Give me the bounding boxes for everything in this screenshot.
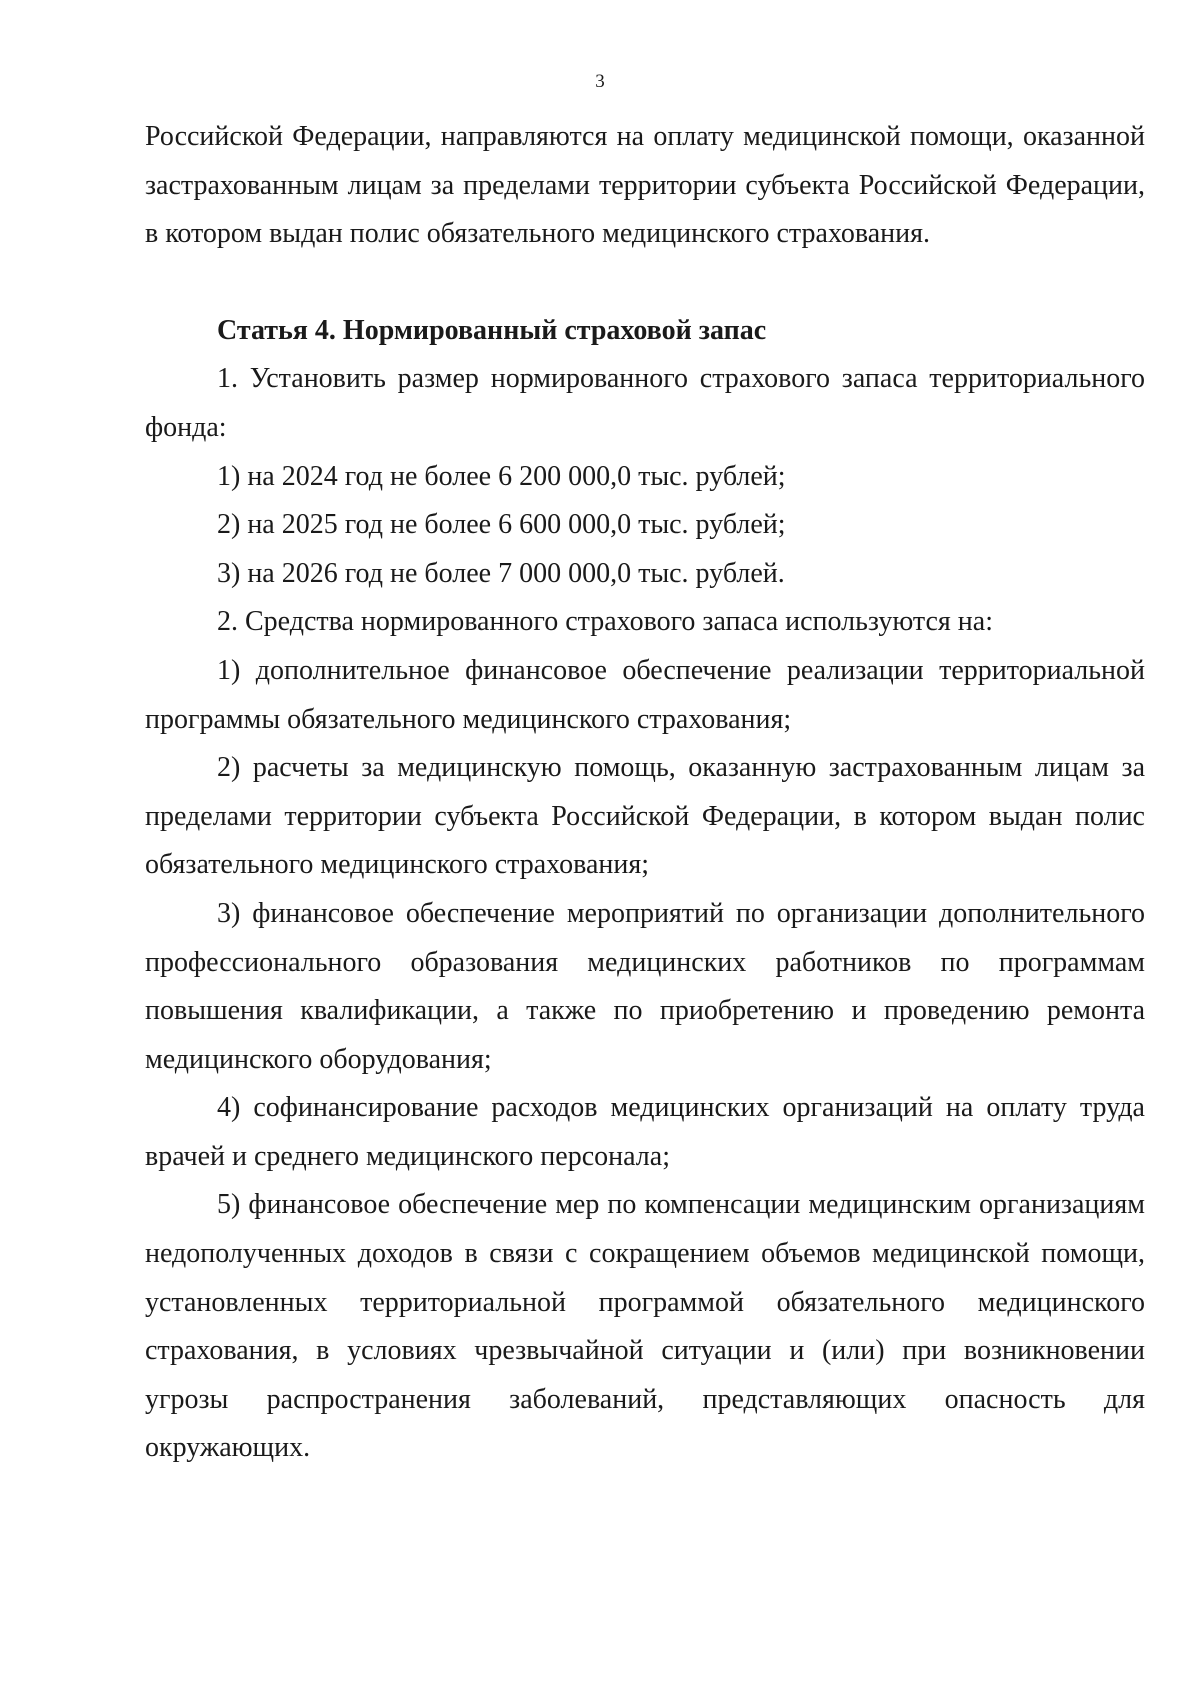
article-heading: Статья 4. Нормированный страховой запас — [217, 314, 767, 346]
document-body — [145, 113, 1145, 1473]
paragraph-2-item-2: 2) расчеты за медицинскую помощь, оказанную застрахованным лицам за пределами территории субъекта Российской Федерации, в котором выдан полис обязательного медицинского страхования; — [145, 752, 1145, 881]
paragraph-2: 2. Средства нормированного страхового запаса используются на: — [217, 606, 994, 638]
intro-paragraph: Российской Федерации, направляются на оплату медицинской помощи, оказанной застрахованным лицам за пределами территории субъекта Российской Федерации, в котором выдан полис обязательного медицинского страхования. — [145, 121, 1145, 250]
paragraph-1: 1. Установить размер нормированного страхового запаса территориального фонда: — [145, 363, 1145, 443]
paragraph-2-item-5: 5) финансовое обеспечение мер по компенсации медицинским организациям недополученных доходов в связи с сокращением объемов медицинской помощи, установленных территориальной программой обязательного медицинского страхования, в условиях чрезвычайной ситуации и (или) при возникновении угрозы распространения заболеваний, представляющих опасность для окружающих. — [145, 1189, 1145, 1464]
paragraph-1-item-2: 2) на 2025 год не более 6 600 000,0 тыс. рублей; — [217, 509, 786, 541]
paragraph-1-item-1: 1) на 2024 год не более 6 200 000,0 тыс. рублей; — [217, 460, 786, 492]
paragraph-2-item-4: 4) софинансирование расходов медицинских организаций на оплату труда врачей и среднего медицинского персонала; — [145, 1092, 1145, 1172]
page-number: 3 — [595, 71, 605, 92]
paragraph-2-item-3: 3) финансовое обеспечение мероприятий по организации дополнительного профессионального образования медицинских работников по программам повышения квалификации, а также по приобретению и проведению ремонта медицинского оборудования; — [145, 897, 1145, 1075]
paragraph-1-item-3: 3) на 2026 год не более 7 000 000,0 тыс. рублей. — [217, 557, 785, 589]
paragraph-2-item-1: 1) дополнительное финансовое обеспечение реализации территориальной программы обязательного медицинского страхования; — [145, 654, 1145, 735]
